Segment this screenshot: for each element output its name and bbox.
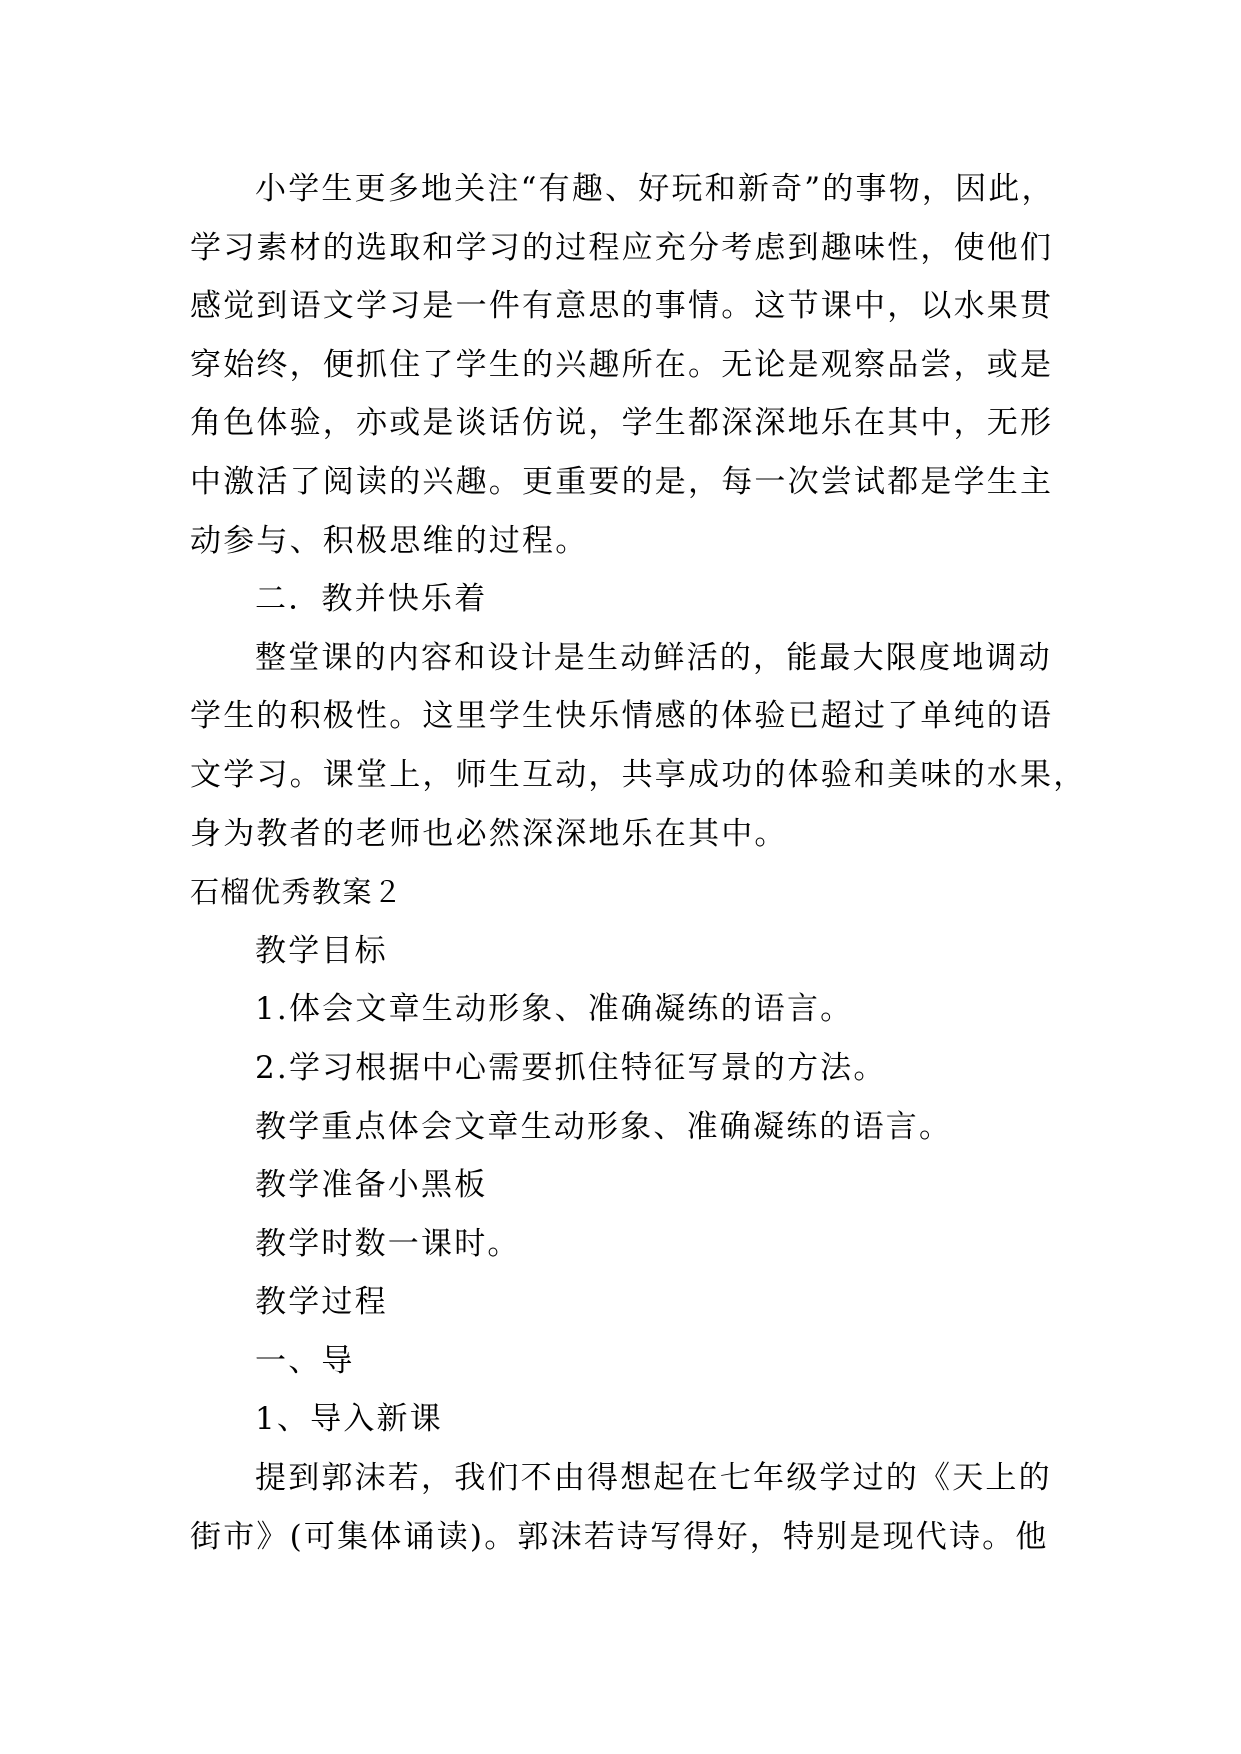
lesson-line: 2.学习根据中心需要抓住特征写景的方法。 [255, 1049, 887, 1086]
lesson-line: 教学目标 [255, 932, 388, 969]
lesson-line: 1、导入新课 [255, 1401, 443, 1438]
paragraph-line: 身为教者的老师也必然深深地乐在其中。 [190, 815, 788, 852]
paragraph-line: 中激活了阅读的兴趣。更重要的是，每一次尝试都是学生主 [190, 463, 1054, 500]
subheading: 二．教并快乐着 [255, 581, 488, 618]
paragraph-line: 动参与、积极思维的过程。 [190, 522, 589, 559]
paragraph-line: 角色体验，亦或是谈话仿说，学生都深深地乐在其中，无形 [190, 405, 1054, 442]
paragraph-line: 街市》(可集体诵读)。郭沫若诗写得好，特别是现代诗。他 [190, 1518, 1049, 1555]
document-body [190, 160, 1087, 1566]
lesson-line: 教学重点体会文章生动形象、准确凝练的语言。 [255, 1108, 953, 1145]
lesson-line: 教学准备小黑板 [255, 1167, 488, 1204]
paragraph-line: 感觉到语文学习是一件有意思的事情。这节课中，以水果贯 [190, 288, 1054, 325]
lesson-line: 一、导 [255, 1342, 355, 1379]
section-title: 石榴优秀教案２ [190, 875, 404, 910]
lesson-line: 教学时数一课时。 [255, 1225, 521, 1262]
paragraph-line: 学生的积极性。这里学生快乐情感的体验已超过了单纯的语 [190, 698, 1054, 735]
paragraph-line: 学习素材的选取和学习的过程应充分考虑到趣味性，使他们 [190, 229, 1054, 266]
lesson-line: 教学过程 [255, 1284, 388, 1321]
paragraph-line: 文学习。课堂上，师生互动，共享成功的体验和美味的水果， [190, 756, 1087, 793]
paragraph-line: 提到郭沫若，我们不由得想起在七年级学过的《天上的 [255, 1460, 1052, 1497]
paragraph-line: 穿始终，便抓住了学生的兴趣所在。无论是观察品尝，或是 [190, 346, 1054, 383]
paragraph-line: 小学生更多地关注“有趣、好玩和新奇”的事物，因此， [255, 171, 1055, 207]
paragraph-line: 整堂课的内容和设计是生动鲜活的，能最大限度地调动 [255, 639, 1052, 676]
lesson-line: 1.体会文章生动形象、准确凝练的语言。 [255, 991, 854, 1028]
